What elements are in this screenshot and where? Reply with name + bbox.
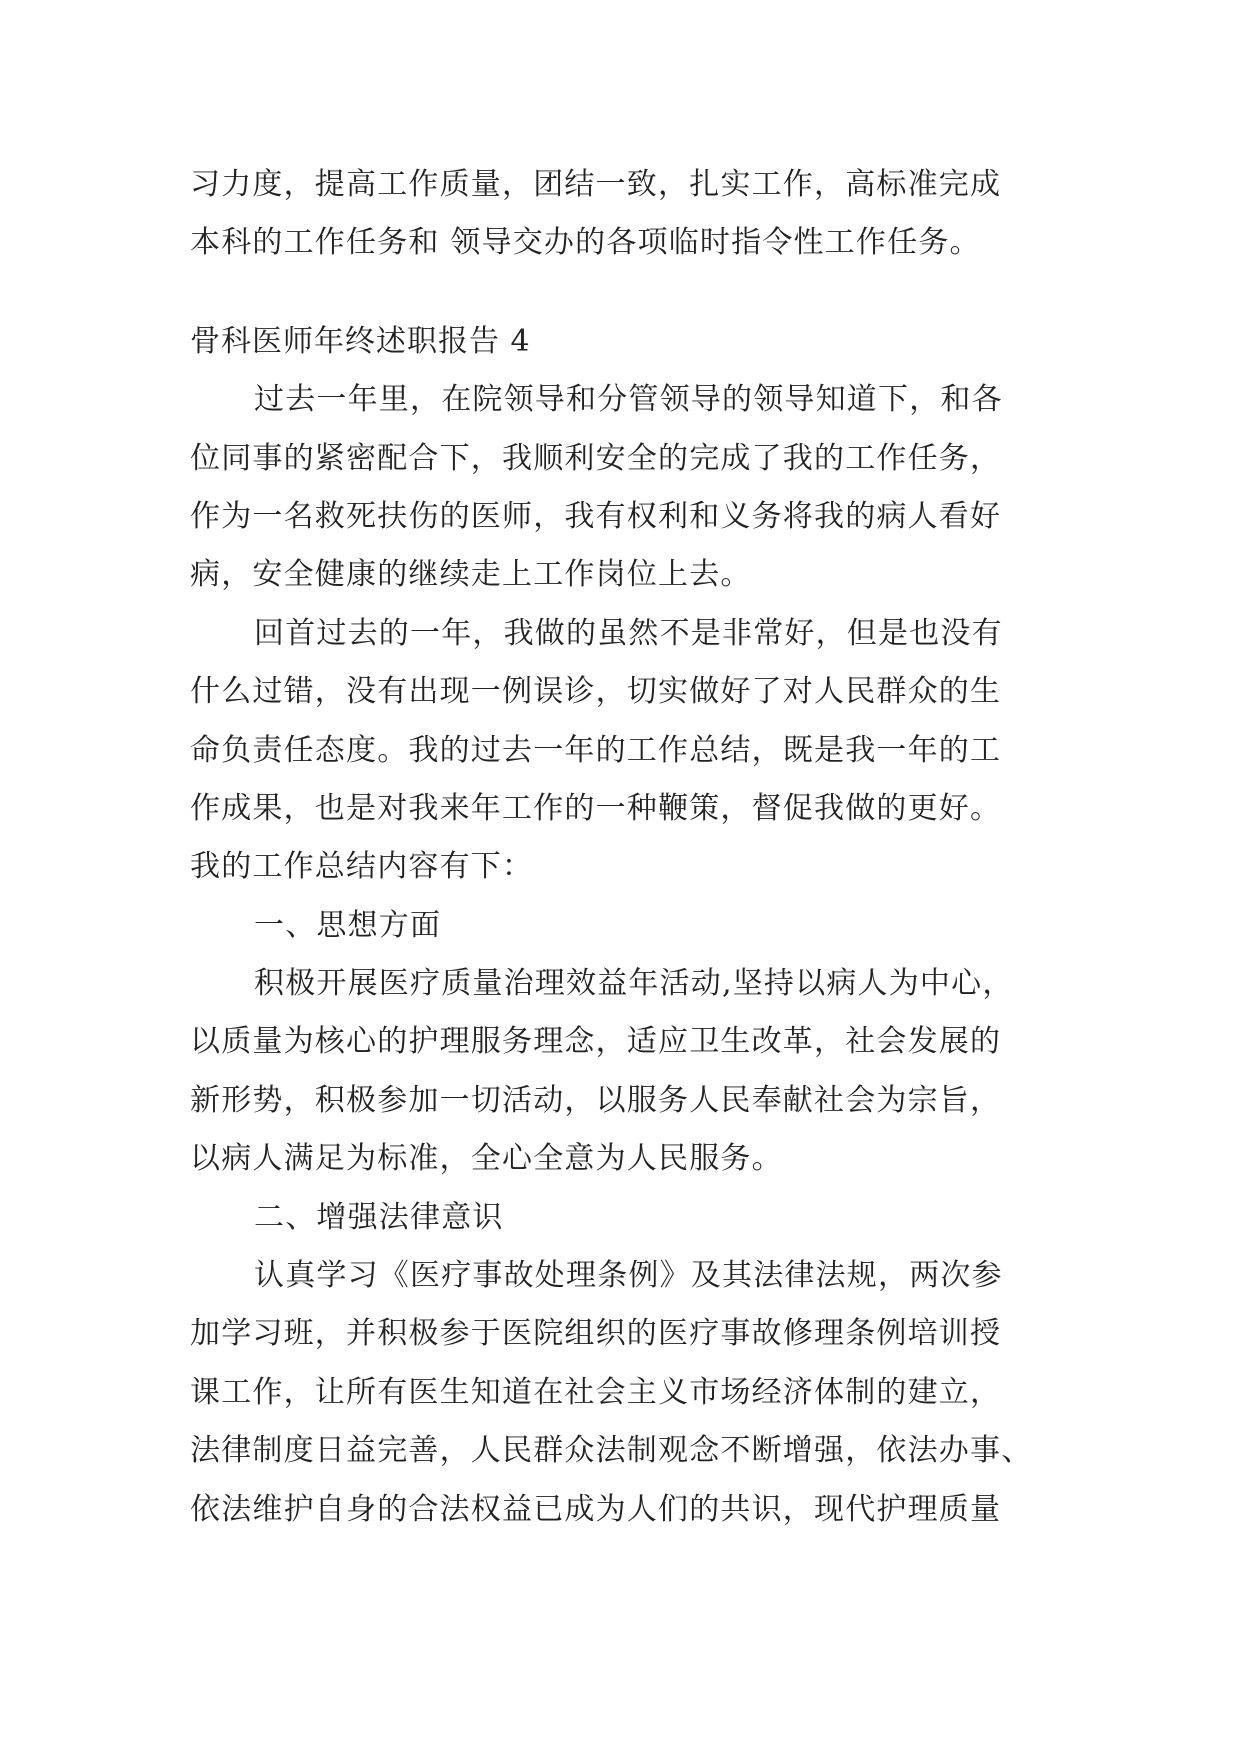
paragraph-first-line: 积极开展医疗质量治理效益年活动,坚持以病人为中心， bbox=[254, 966, 1014, 1002]
body-text-line: 法律制度日益完善，人民群众法制观念不断增强，依法办事、 bbox=[190, 1433, 1033, 1469]
body-text-line: 新形势，积极参加一切活动，以服务人民奉献社会为宗旨， bbox=[190, 1082, 1002, 1118]
body-text-line: 作为一名救死扶伤的医师，我有权利和义务将我的病人看好 bbox=[190, 498, 1002, 534]
paragraph-first-line: 认真学习《医疗事故处理条例》及其法律法规，两次参 bbox=[254, 1258, 1003, 1294]
body-text-line: 以质量为核心的护理服务理念，适应卫生改革，社会发展的 bbox=[190, 1024, 1002, 1060]
body-text-line: 课工作，让所有医生知道在社会主义市场经济体制的建立， bbox=[190, 1374, 1002, 1410]
body-text-line: 什么过错，没有出现一例误诊，切实做好了对人民群众的生 bbox=[190, 674, 1002, 710]
paragraph-gap bbox=[190, 273, 1070, 313]
subheading: 一、思想方面 bbox=[254, 907, 442, 943]
body-text-line: 习力度，提高工作质量，团结一致，扎实工作，高标准完成 bbox=[190, 167, 1002, 202]
subheading: 二、增强法律意识 bbox=[254, 1199, 504, 1235]
body-text-line: 以病人满足为标准，全心全意为人民服务。 bbox=[190, 1141, 783, 1177]
section-title: 骨科医师年终述职报告 4 bbox=[190, 323, 531, 359]
body-text-line: 病，安全健康的继续走上工作岗位上去。 bbox=[190, 557, 752, 593]
document-body bbox=[190, 156, 1070, 1539]
body-text-line: 位同事的紧密配合下，我顺利安全的完成了我的工作任务， bbox=[190, 440, 1002, 476]
body-text-line: 加学习班，并积极参于医院组织的医疗事故修理条例培训授 bbox=[190, 1316, 1002, 1352]
paragraph-first-line: 回首过去的一年，我做的虽然不是非常好，但是也没有 bbox=[254, 615, 1003, 651]
paragraph-first-line: 过去一年里，在院领导和分管领导的领导知道下，和各 bbox=[254, 382, 1003, 418]
body-text-line: 我的工作总结内容有下： bbox=[190, 849, 534, 885]
body-text-line: 命负责任态度。我的过去一年的工作总结，既是我一年的工 bbox=[190, 732, 1002, 768]
body-text-line: 本科的工作任务和 领导交办的各项临时指令性工作任务。 bbox=[190, 225, 981, 261]
body-text-line: 依法维护自身的合法权益已成为人们的共识，现代护理质量 bbox=[190, 1491, 1002, 1527]
body-text-line: 作成果，也是对我来年工作的一种鞭策，督促我做的更好。 bbox=[190, 790, 1002, 826]
